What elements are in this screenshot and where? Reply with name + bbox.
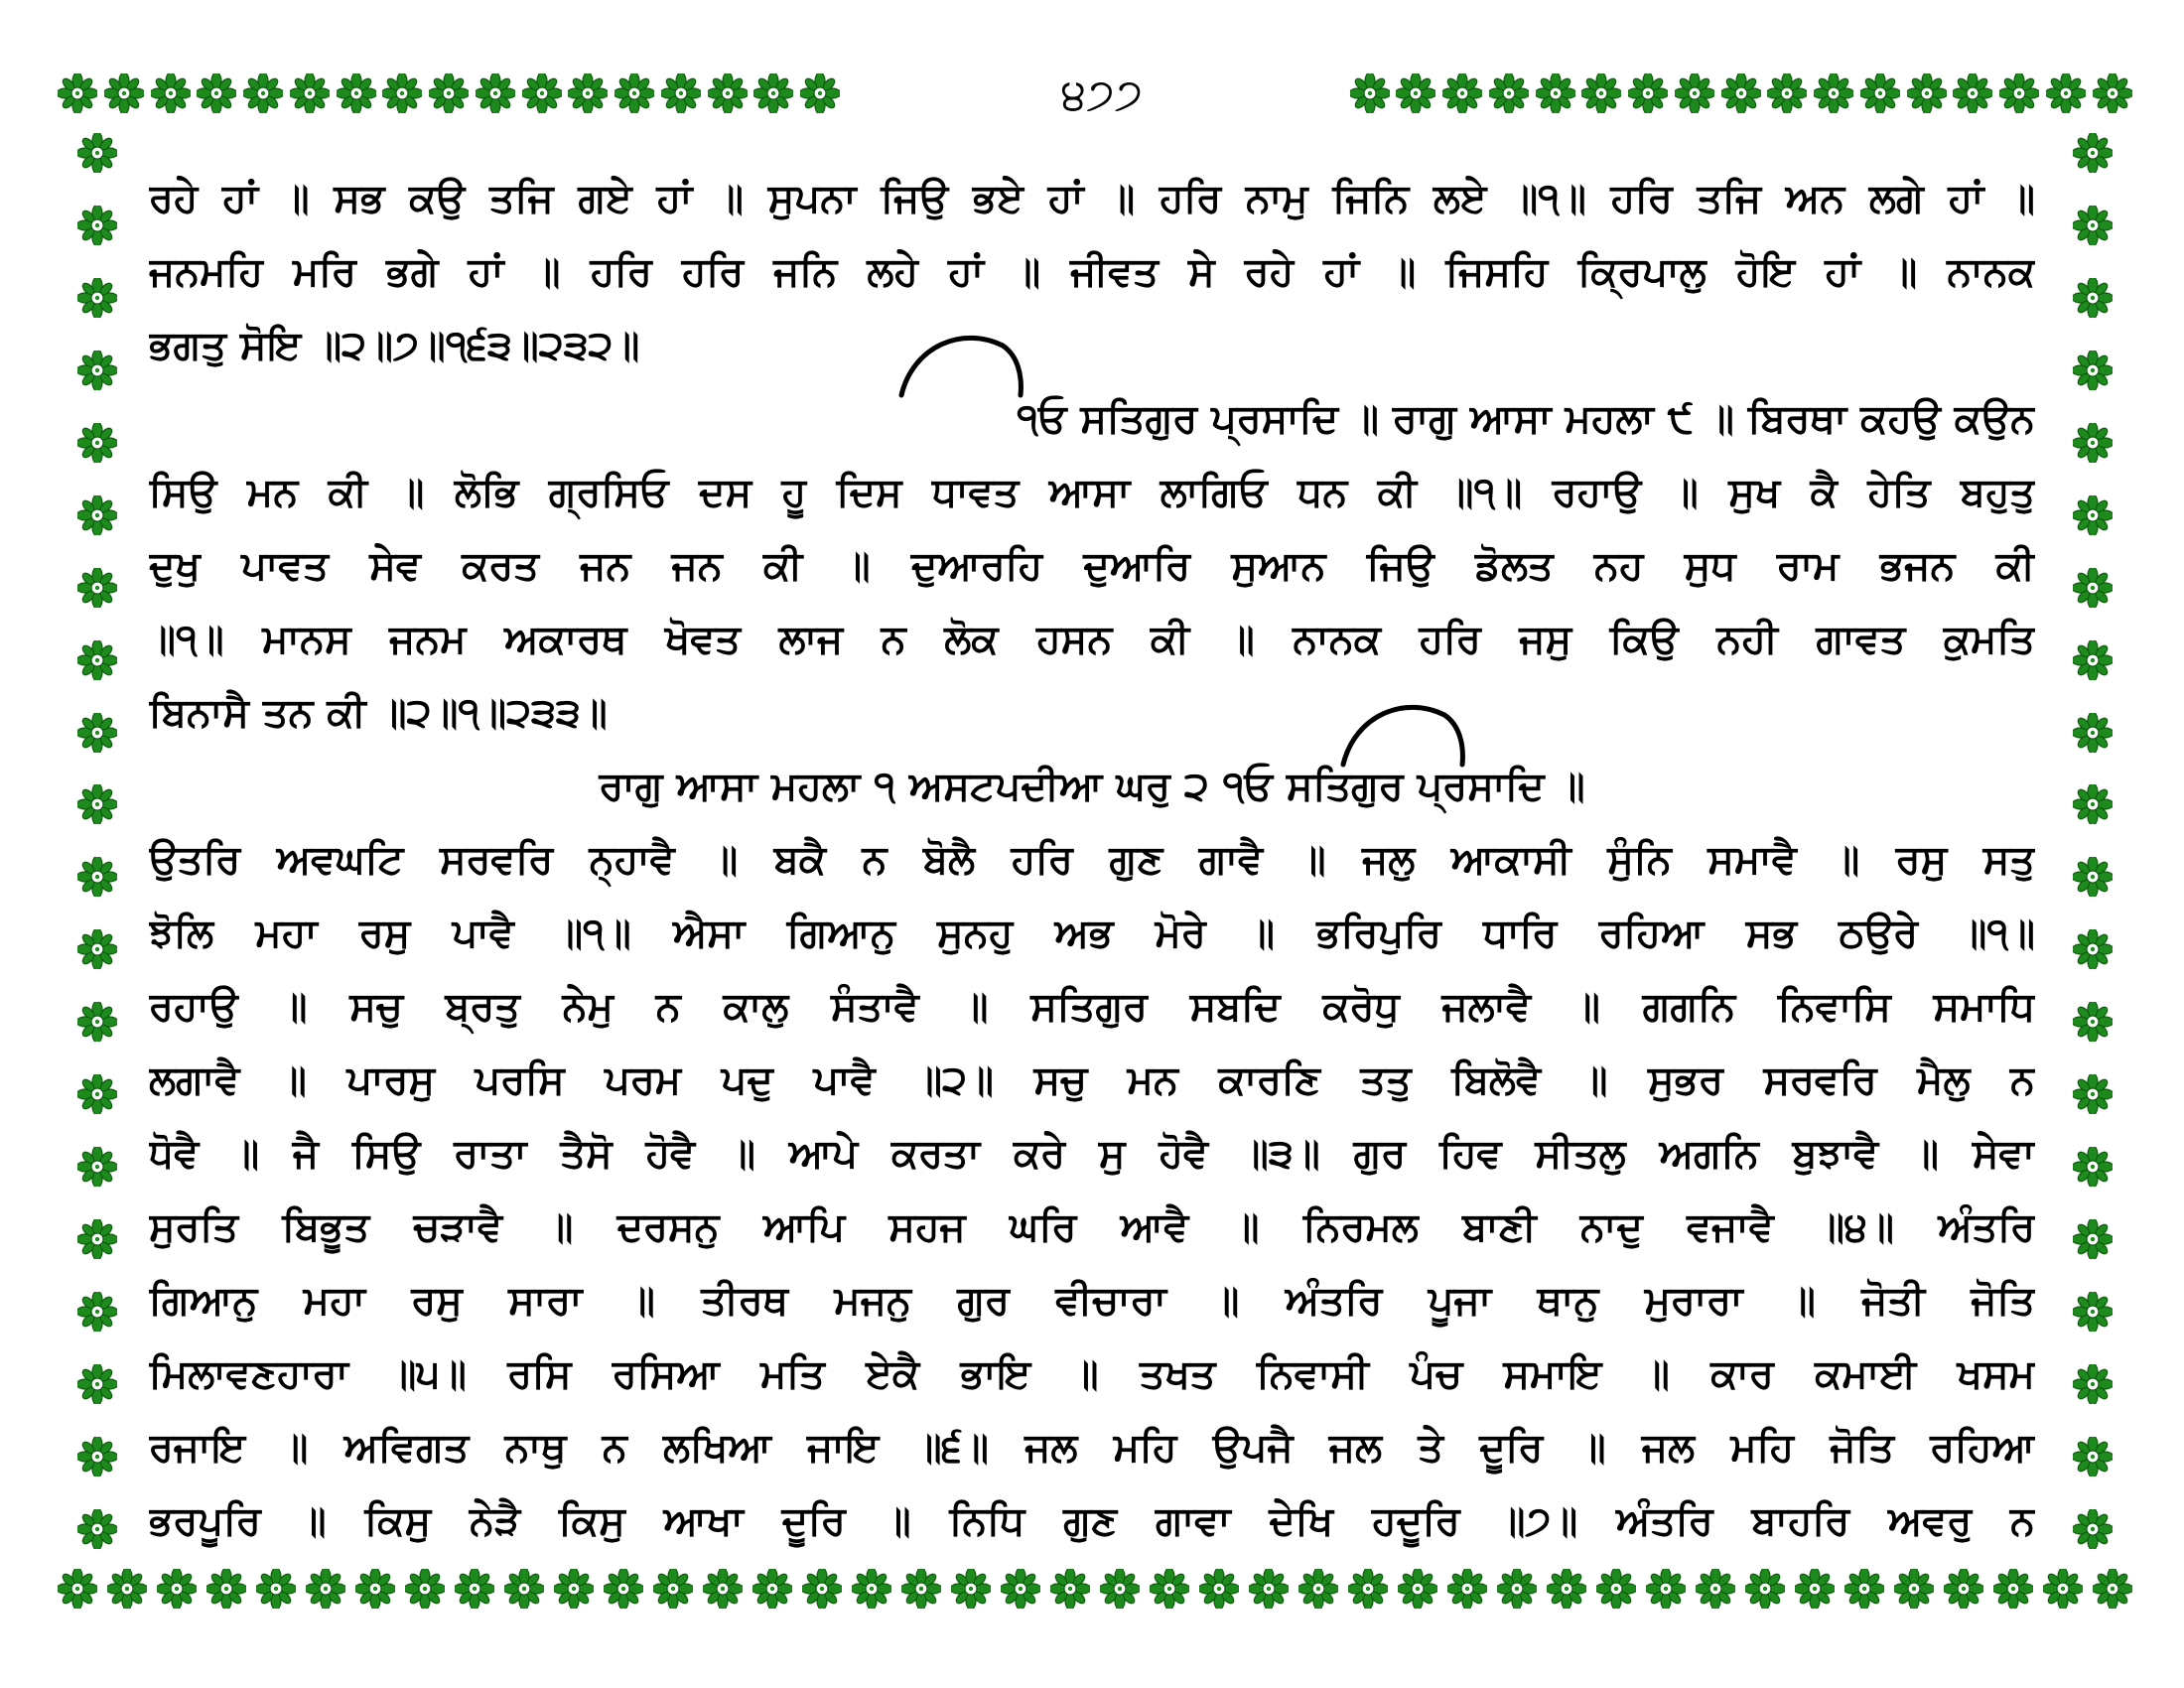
flower-ornament-icon [1050, 1569, 1090, 1609]
flower-ornament-icon [753, 73, 793, 113]
text-line: ੧ਓ ਸਤਿਗੁਰ ਪ੍ਰਸਾਦਿ ॥ ਰਾਗੁ ਆਸਾ ਮਹਲਾ ੯ ॥ ਬਿਰਥਾ ਕਹਉ ਕਉਨ [1017, 396, 2035, 442]
flower-ornament-icon [77, 1219, 117, 1259]
flower-ornament-icon [2073, 784, 2113, 824]
flower-ornament-icon [77, 1364, 117, 1404]
flower-ornament-icon [306, 1569, 345, 1609]
ik-onkar-arc-icon [1335, 685, 1474, 774]
flower-ornament-icon [206, 1569, 246, 1609]
flower-ornament-icon [1442, 73, 1482, 113]
flower-ornament-icon [1249, 1569, 1289, 1609]
flower-ornament-icon [77, 784, 117, 824]
flower-ornament-icon [77, 351, 117, 390]
flower-ornament-icon [337, 73, 376, 113]
flower-ornament-icon [157, 1569, 197, 1609]
text-line: ਰਹਾਉ ॥ ਸਚੁ ਬ੍ਰਤੁ ਨੇਮੁ ਨ ਕਾਲੁ ਸੰਤਾਵੈ ॥ ਸਤਿਗੁਰ ਸਬਦਿ ਕਰੋਧੁ ਜਲਾਵੈ ॥ ਗਗਨਿ ਨਿਵਾਸਿ ਸਮਾਧਿ [149, 984, 2035, 1030]
flower-ornament-icon [1999, 73, 2039, 113]
flower-ornament-icon [1696, 1569, 1735, 1609]
flower-ornament-icon [554, 1569, 594, 1609]
flower-ornament-icon [77, 133, 117, 173]
flower-ornament-icon [568, 73, 608, 113]
flower-ornament-icon [1675, 73, 1714, 113]
flower-ornament-icon [1814, 73, 1853, 113]
flower-ornament-icon [197, 73, 236, 113]
flower-ornament-icon [77, 713, 117, 753]
flower-ornament-icon [290, 73, 330, 113]
flower-ornament-icon [1497, 1569, 1537, 1609]
flower-ornament-icon [1150, 1569, 1189, 1609]
flower-ornament-icon [653, 1569, 693, 1609]
text-line: ਮਿਲਾਵਣਹਾਰਾ ॥੫॥ ਰਸਿ ਰਸਿਆ ਮਤਿ ਏਕੈ ਭਾਇ ॥ ਤਖਤ ਨਿਵਾਸੀ ਪੰਚ ਸਮਾਇ ॥ ਕਾਰ ਕਮਾਈ ਖਸਮ [149, 1351, 2035, 1397]
text-line: ਜਨਮਹਿ ਮਰਿ ਭਗੇ ਹਾਂ ॥ ਹਰਿ ਹਰਿ ਜਨਿ ਲਹੇ ਹਾਂ ॥ ਜੀਵਤ ਸੇ ਰਹੇ ਹਾਂ ॥ ਜਿਸਹਿ ਕ੍ਰਿਪਾਲੁ ਹੋਇ ਹਾਂ ॥ ਨਾਨਕ [149, 249, 2035, 295]
flower-ornament-icon [77, 1509, 117, 1549]
text-line: ਝੋਲਿ ਮਹਾ ਰਸੁ ਪਾਵੈ ॥੧॥ ਐਸਾ ਗਿਆਨੁ ਸੁਨਹੁ ਅਭ ਮੋਰੇ ॥ ਭਰਿਪੁਰਿ ਧਾਰਿ ਰਹਿਆ ਸਭ ਠਉਰੇ ॥੧॥ [149, 911, 2035, 956]
flower-ornament-icon [77, 1147, 117, 1187]
flower-ornament-icon [901, 1569, 941, 1609]
flower-ornament-icon [355, 1569, 395, 1609]
flower-ornament-icon [1298, 1569, 1338, 1609]
flower-ornament-icon [2043, 1569, 2083, 1609]
flower-ornament-icon [104, 73, 144, 113]
flower-ornament-icon [1721, 73, 1761, 113]
flower-ornament-icon [852, 1569, 891, 1609]
flower-ornament-icon [1860, 73, 1900, 113]
flower-ornament-icon [1489, 73, 1529, 113]
text-line: ਰਾਗੁ ਆਸਾ ਮਹਲਾ ੧ ਅਸਟਪਦੀਆ ਘਰੁ ੨ ੧ਓ ਸਤਿਗੁਰ ਪ੍ਰਸਾਦਿ ॥ [599, 764, 1585, 809]
flower-ornament-icon [243, 73, 283, 113]
flower-ornament-icon [2073, 1292, 2113, 1332]
flower-ornament-icon [1944, 1569, 1983, 1609]
flower-ornament-icon [1844, 1569, 1884, 1609]
text-line: ਧੋਵੈ ॥ ਜੈ ਸਿਉ ਰਾਤਾ ਤੈਸੋ ਹੋਵੈ ॥ ਆਪੇ ਕਰਤਾ ਕਰੇ ਸੁ ਹੋਵੈ ॥੩॥ ਗੁਰ ਹਿਵ ਸੀਤਲੁ ਅਗਨਿ ਬੁਝਾਵੈ ॥ ਸੇਵਾ [149, 1131, 2035, 1177]
flower-ornament-icon [382, 73, 422, 113]
flower-ornament-icon [1596, 1569, 1636, 1609]
flower-ornament-icon [77, 1437, 117, 1477]
flower-ornament-icon [77, 1002, 117, 1042]
flower-ornament-icon [1581, 73, 1621, 113]
text-line: ਗਿਆਨੁ ਮਹਾ ਰਸੁ ਸਾਰਾ ॥ ਤੀਰਥ ਮਜਨੁ ਗੁਰ ਵੀਚਾਰਾ ॥ ਅੰਤਰਿ ਪੂਜਾ ਥਾਨੁ ਮੁਰਾਰਾ ॥ ਜੋਤੀ ਜੋਤਿ [149, 1278, 2035, 1324]
flower-ornament-icon [2073, 1364, 2113, 1404]
flower-ornament-icon [1350, 73, 1390, 113]
flower-ornament-icon [2046, 73, 2086, 113]
flower-ornament-icon [2073, 857, 2113, 897]
flower-ornament-icon [107, 1569, 147, 1609]
flower-ornament-icon [77, 1292, 117, 1332]
flower-ornament-icon [77, 929, 117, 969]
flower-ornament-icon [1745, 1569, 1785, 1609]
border-bottom [58, 1549, 2132, 1628]
border-right [2053, 133, 2132, 1549]
flower-ornament-icon [522, 73, 562, 113]
flower-ornament-icon [1907, 73, 1947, 113]
flower-ornament-icon [2073, 278, 2113, 318]
flower-ornament-icon [752, 1569, 792, 1609]
flower-ornament-icon [2073, 1509, 2113, 1549]
flower-ornament-icon [951, 1569, 991, 1609]
flower-ornament-icon [1767, 73, 1807, 113]
flower-ornament-icon [2073, 929, 2113, 969]
flower-ornament-icon [77, 640, 117, 680]
flower-ornament-icon [476, 73, 515, 113]
flower-ornament-icon [708, 73, 748, 113]
flower-ornament-icon [1993, 1569, 2033, 1609]
flower-ornament-icon [2073, 1437, 2113, 1477]
flower-ornament-icon [2093, 73, 2132, 113]
flower-ornament-icon [77, 1074, 117, 1114]
flower-ornament-icon [256, 1569, 296, 1609]
flower-ornament-icon [504, 1569, 544, 1609]
flower-ornament-icon [604, 1569, 643, 1609]
text-line: ਸੁਰਤਿ ਬਿਭੂਤ ਚੜਾਵੈ ॥ ਦਰਸਨੁ ਆਪਿ ਸਹਜ ਘਰਿ ਆਵੈ ॥ ਨਿਰਮਲ ਬਾਣੀ ਨਾਦੁ ਵਜਾਵੈ ॥੪॥ ਅੰਤਰਿ [149, 1204, 2035, 1250]
flower-ornament-icon [1398, 1569, 1437, 1609]
flower-ornament-icon [1348, 1569, 1388, 1609]
flower-ornament-icon [429, 73, 469, 113]
text-line: ਰਜਾਇ ॥ ਅਵਿਗਤ ਨਾਥੁ ਨ ਲਖਿਆ ਜਾਇ ॥੬॥ ਜਲ ਮਹਿ ਉਪਜੈ ਜਲ ਤੇ ਦੂਰਿ ॥ ਜਲ ਮਹਿ ਜੋਤਿ ਰਹਿਆ [149, 1425, 2035, 1471]
flower-ornament-icon [614, 73, 654, 113]
border-left [58, 133, 137, 1549]
flower-ornament-icon [2073, 640, 2113, 680]
text-line: ਉਤਰਿ ਅਵਘਟਿ ਸਰਵਰਿ ਨ੍ਹਾਵੈ ॥ ਬਕੈ ਨ ਬੋਲੈ ਹਰਿ ਗੁਣ ਗਾਵੈ ॥ ਜਲੁ ਆਕਾਸੀ ਸੁੰਨਿ ਸਮਾਵੈ ॥ ਰਸੁ ਸਤੁ [149, 837, 2035, 883]
flower-ornament-icon [2073, 1219, 2113, 1259]
flower-ornament-icon [1547, 1569, 1586, 1609]
flower-ornament-icon [2073, 206, 2113, 245]
flower-ornament-icon [1396, 73, 1435, 113]
text-line: ਸਿਉ ਮਨ ਕੀ ॥ ਲੋਭਿ ਗ੍ਰਸਿਓ ਦਸ ਹੂ ਦਿਸ ਧਾਵਤ ਆਸਾ ਲਾਗਿਓ ਧਨ ਕੀ ॥੧॥ ਰਹਾਉ ॥ ਸੁਖ ਕੈ ਹੇਤਿ ਬਹੁਤੁ [149, 470, 2035, 515]
flower-ornament-icon [661, 73, 701, 113]
flower-ornament-icon [1646, 1569, 1686, 1609]
flower-ornament-icon [77, 423, 117, 463]
flower-ornament-icon [58, 1569, 97, 1609]
flower-ornament-icon [1447, 1569, 1487, 1609]
flower-ornament-icon [1199, 1569, 1239, 1609]
flower-ornament-icon [2073, 1074, 2113, 1114]
flower-ornament-icon [1894, 1569, 1934, 1609]
flower-ornament-icon [77, 857, 117, 897]
flower-ornament-icon [77, 568, 117, 608]
flower-ornament-icon [58, 73, 97, 113]
text-line: ਦੁਖੁ ਪਾਵਤ ਸੇਵ ਕਰਤ ਜਨ ਜਨ ਕੀ ॥ ਦੁਆਰਹਿ ਦੁਆਰਿ ਸੁਆਨ ਜਿਉ ਡੋਲਤ ਨਹ ਸੁਧ ਰਾਮ ਭਜਨ ਕੀ [149, 543, 2035, 589]
flower-ornament-icon [1795, 1569, 1835, 1609]
flower-ornament-icon [802, 1569, 842, 1609]
flower-ornament-icon [703, 1569, 743, 1609]
text-line: ਰਹੇ ਹਾਂ ॥ ਸਭ ਕਉ ਤਜਿ ਗਏ ਹਾਂ ॥ ਸੁਪਨਾ ਜਿਉ ਭਏ ਹਾਂ ॥ ਹਰਿ ਨਾਮੁ ਜਿਨਿ ਲਏ ॥੧॥ ਹਰਿ ਤਜਿ ਅਨ ਲਗੇ ਹਾਂ ॥ [149, 176, 2035, 221]
flower-ornament-icon [2073, 423, 2113, 463]
text-line: ॥੧॥ ਮਾਨਸ ਜਨਮ ਅਕਾਰਥ ਖੋਵਤ ਲਾਜ ਨ ਲੋਕ ਹਸਨ ਕੀ ॥ ਨਾਨਕ ਹਰਿ ਜਸੁ ਕਿਉ ਨਹੀ ਗਾਵਤ ਕੁਮਤਿ [149, 617, 2035, 662]
flower-ornament-icon [2073, 495, 2113, 535]
text-line: ਭਰਪੂਰਿ ॥ ਕਿਸੁ ਨੇੜੈ ਕਿਸੁ ਆਖਾ ਦੂਰਿ ॥ ਨਿਧਿ ਗੁਣ ਗਾਵਾ ਦੇਖਿ ਹਦੂਰਿ ॥੭॥ ਅੰਤਰਿ ਬਾਹਰਿ ਅਵਰੁ ਨ [149, 1498, 2035, 1544]
ik-onkar-arc-icon [893, 316, 1032, 405]
flower-ornament-icon [1536, 73, 1575, 113]
flower-ornament-icon [77, 278, 117, 318]
flower-ornament-icon [1001, 1569, 1040, 1609]
flower-ornament-icon [2093, 1569, 2132, 1609]
flower-ornament-icon [405, 1569, 445, 1609]
flower-ornament-icon [2073, 568, 2113, 608]
text-line: ਭਗਤੁ ਸੋਇ ॥੨॥੭॥੧੬੩॥੨੩੨॥ [149, 323, 640, 368]
text-line: ਲਗਾਵੈ ॥ ਪਾਰਸੁ ਪਰਸਿ ਪਰਮ ਪਦੁ ਪਾਵੈ ॥੨॥ ਸਚੁ ਮਨ ਕਾਰਣਿ ਤਤੁ ਬਿਲੋਵੈ ॥ ਸੁਭਰ ਸਰਵਰਿ ਮੈਲੁ ਨ [149, 1057, 2035, 1103]
flower-ornament-icon [2073, 133, 2113, 173]
flower-ornament-icon [2073, 713, 2113, 753]
flower-ornament-icon [1100, 1569, 1140, 1609]
flower-ornament-icon [455, 1569, 494, 1609]
text-line: ਬਿਨਾਸੈ ਤਨ ਕੀ ॥੨॥੧॥੨੩੩॥ [149, 690, 608, 736]
flower-ornament-icon [2073, 1002, 2113, 1042]
flower-ornament-icon [77, 495, 117, 535]
flower-ornament-icon [1953, 73, 1992, 113]
flower-ornament-icon [151, 73, 191, 113]
flower-ornament-icon [800, 73, 840, 113]
flower-ornament-icon [2073, 351, 2113, 390]
flower-ornament-icon [1628, 73, 1668, 113]
flower-ornament-icon [77, 206, 117, 245]
flower-ornament-icon [2073, 1147, 2113, 1187]
page-number: ੪੭੭ [1060, 70, 1144, 120]
